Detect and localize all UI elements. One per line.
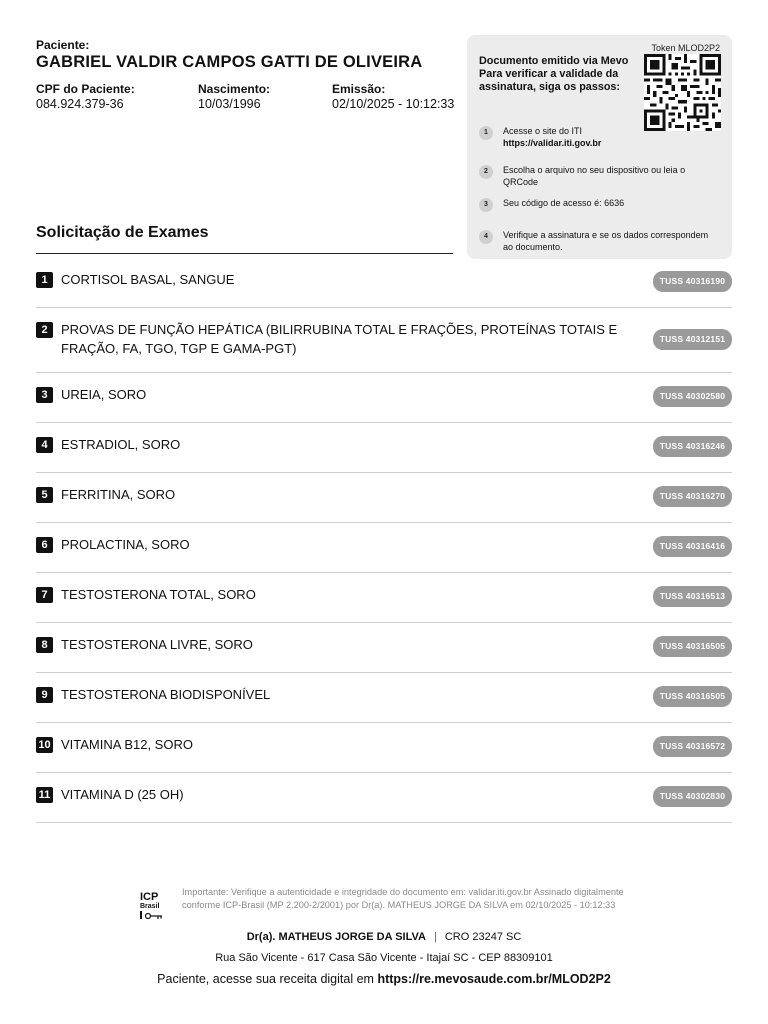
step-description: Acesse o site do ITI xyxy=(503,126,583,136)
exam-row xyxy=(36,573,732,623)
verification-panel xyxy=(467,35,732,259)
exam-name: VITAMINA B12, SORO xyxy=(61,737,193,752)
tuss-badge: TUSS 40312151 xyxy=(653,329,732,350)
birth-value: 10/03/1996 xyxy=(198,97,261,111)
exam-row xyxy=(36,773,732,823)
exam-row xyxy=(36,373,732,423)
exam-number: 3 xyxy=(36,387,53,403)
qr-code-icon[interactable] xyxy=(644,54,721,131)
exam-row xyxy=(36,723,732,773)
patient-name: GABRIEL VALDIR CAMPOS GATTI DE OLIVEIRA xyxy=(36,53,423,71)
patient-label: Paciente: xyxy=(36,38,90,52)
issue-field xyxy=(332,82,454,111)
cpf-field xyxy=(36,82,135,111)
exam-list xyxy=(36,258,732,823)
authenticity-note: Importante: Verifique a autenticidade e integridade do documento em: validar.iti.gov.br Assinado digitalmente conforme ICP-Brasil (MP 2.200-2/2001) por Dr(a). MATHEUS JORGE DA SILVA em 02/10/2025 - 10:12:33 xyxy=(182,887,624,910)
birth-label: Nascimento: xyxy=(198,82,271,96)
svg-text:Brasil: Brasil xyxy=(140,903,160,910)
tuss-badge: TUSS 40302580 xyxy=(653,386,732,407)
clinic-address: Rua São Vicente - 617 Casa São Vicente - Itajaí SC - CEP 88309101 xyxy=(215,952,553,964)
tuss-badge: TUSS 40316513 xyxy=(653,586,732,607)
step-description: Verifique a assinatura e se os dados correspondem ao documento. xyxy=(503,230,709,252)
issue-label: Emissão: xyxy=(332,82,386,96)
step-description: Escolha o arquivo no seu dispositivo ou leia o QRCode xyxy=(503,165,686,187)
cpf-label: CPF do Paciente: xyxy=(36,82,135,96)
step-number: 1 xyxy=(479,126,493,140)
exam-name: TESTOSTERONA BIODISPONÍVEL xyxy=(61,687,271,702)
exam-name: CORTISOL BASAL, SANGUE xyxy=(61,272,235,287)
exam-name: PROVAS DE FUNÇÃO HEPÁTICA (BILIRRUBINA TOTAL E FRAÇÕES, PROTEÍNAS TOTAIS E FRAÇÃO, FA, TGO, TGP E GAMA-PGT) xyxy=(61,322,618,356)
svg-text:ICP: ICP xyxy=(140,891,159,903)
exam-name: VITAMINA D (25 OH) xyxy=(61,787,184,802)
exam-number: 9 xyxy=(36,687,53,703)
access-text: Paciente, acesse sua receita digital em xyxy=(157,972,374,986)
doctor-cro: CRO 23247 SC xyxy=(444,931,522,943)
exam-number: 5 xyxy=(36,487,53,503)
exam-row xyxy=(36,473,732,523)
exam-row xyxy=(36,673,732,723)
exam-row xyxy=(36,308,732,373)
digital-prescription-line xyxy=(0,972,768,986)
exam-name: TESTOSTERONA LIVRE, SORO xyxy=(61,637,253,652)
step-text xyxy=(503,125,713,149)
tuss-badge: TUSS 40316505 xyxy=(653,686,732,707)
tuss-badge: TUSS 40316572 xyxy=(653,736,732,757)
section-divider xyxy=(36,253,453,254)
step-number: 2 xyxy=(479,165,493,179)
exam-number: 1 xyxy=(36,272,53,288)
doctor-name: Dr(a). MATHEUS JORGE DA SILVA xyxy=(246,931,426,943)
exam-name: FERRITINA, SORO xyxy=(61,487,176,502)
tuss-badge: TUSS 40316270 xyxy=(653,486,732,507)
exam-name: ESTRADIOL, SORO xyxy=(61,437,181,452)
issue-value: 02/10/2025 - 10:12:33 xyxy=(332,97,455,111)
exam-name: PROLACTINA, SORO xyxy=(61,537,190,552)
cpf-value: 084.924.379-36 xyxy=(36,97,124,111)
prescription-link[interactable]: https://re.mevosaude.com.br/MLOD2P2 xyxy=(377,972,611,986)
doctor-line xyxy=(0,931,768,943)
tuss-badge: TUSS 40316246 xyxy=(653,436,732,457)
step-description: Seu código de acesso é: 6636 xyxy=(503,198,625,208)
exam-row xyxy=(36,258,732,308)
icp-brasil-logo xyxy=(138,889,168,923)
patient-block xyxy=(36,38,466,72)
exam-row xyxy=(36,523,732,573)
exam-row xyxy=(36,623,732,673)
exam-number: 10 xyxy=(36,737,53,753)
tuss-badge: TUSS 40316416 xyxy=(653,536,732,557)
exam-number: 4 xyxy=(36,437,53,453)
birth-field xyxy=(198,82,270,111)
tuss-badge: TUSS 40316190 xyxy=(653,271,732,292)
exam-number: 2 xyxy=(36,322,53,338)
exam-row xyxy=(36,423,732,473)
exam-number: 6 xyxy=(36,537,53,553)
section-title: Solicitação de Exames xyxy=(36,224,209,241)
exam-name: TESTOSTERONA TOTAL, SORO xyxy=(61,587,256,602)
separator: | xyxy=(433,931,437,943)
step-number: 4 xyxy=(479,230,493,244)
exam-number: 7 xyxy=(36,587,53,603)
tuss-badge: TUSS 40302830 xyxy=(653,786,732,807)
step-number: 3 xyxy=(479,198,493,212)
exam-number: 8 xyxy=(36,637,53,653)
exam-name: UREIA, SORO xyxy=(61,387,147,402)
exam-number: 11 xyxy=(36,787,53,803)
token-label: Token MLOD2P2 xyxy=(651,43,720,53)
verification-title: Documento emitido via Mevo Para verificar a validade da assinatura, siga os passos: xyxy=(479,55,629,93)
iti-link[interactable]: https://validar.iti.gov.br xyxy=(503,138,602,148)
tuss-badge: TUSS 40316505 xyxy=(653,636,732,657)
